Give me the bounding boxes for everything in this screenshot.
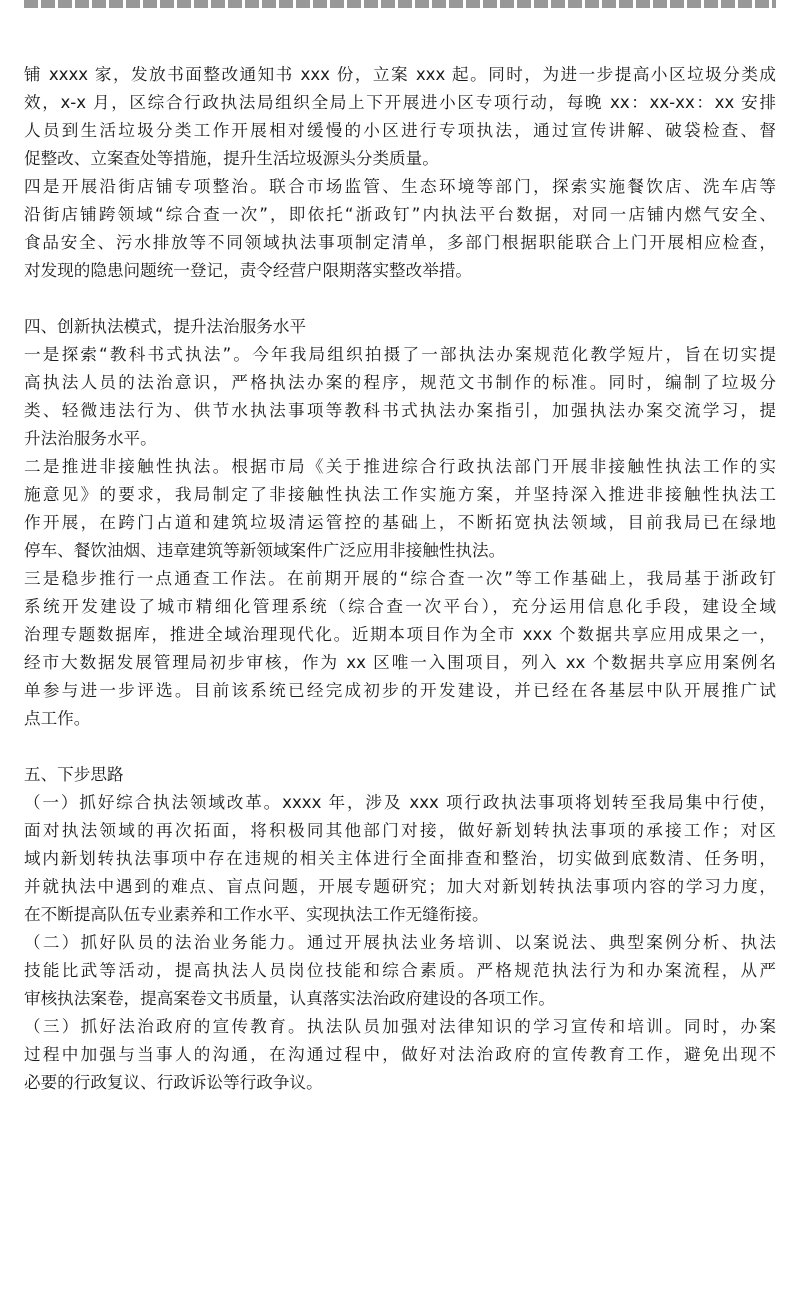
text-line: 食品安全、污水排放等不同领域执法事项制定清单，多部门根据职能联合上门开展相应检查，	[24, 233, 776, 252]
text-line: 系统开发建设了城市精细化管理系统（综合查一次平台），充分运用信息化手段，建设全域	[24, 597, 776, 616]
text-line: 面对执法领域的再次拓面，将积极同其他部门对接，做好新划转执法事项的承接工作；对区	[24, 821, 776, 840]
section-heading: 五、下步思路	[24, 765, 124, 784]
section-heading: 四、创新执法模式，提升法治服务水平	[24, 317, 307, 336]
paragraph	[24, 1013, 776, 1097]
section-gap	[24, 285, 776, 313]
text-line: 一是探索“教科书式执法”。今年我局组织拍摄了一部执法办案规范化教学短片，旨在切实提	[24, 345, 776, 364]
text-line: 对发现的隐患问题统一登记，责令经营户限期落实整改举措。	[24, 261, 473, 280]
paragraph	[24, 341, 776, 453]
text-line: 作开展，在跨门占道和建筑垃圾清运管控的基础上，不断拓宽执法领域，目前我局已在绿地	[24, 513, 776, 532]
text-line: （一）抓好综合执法领域改革。xxxx 年，涉及 xxx 项行政执法事项将划转至我局集中行使，	[24, 793, 776, 812]
text-line: 治理专题数据库，推进全域治理现代化。近期本项目作为全市 xxx 个数据共享应用成果之一，	[24, 625, 776, 644]
text-line: 停车、餐饮油烟、违章建筑等新领域案件广泛应用非接触性执法。	[24, 541, 506, 560]
text-line: 域内新划转执法事项中存在违规的相关主体进行全面排查和整治，切实做到底数清、任务明，	[24, 849, 776, 868]
text-line: 铺 xxxx 家，发放书面整改通知书 xxx 份，立案 xxx 起。同时，为进一步提高小区垃圾分类成	[24, 65, 776, 84]
paragraph	[24, 173, 776, 285]
text-line: 人员到生活垃圾分类工作开展相对缓慢的小区进行专项执法，通过宣传讲解、破袋检查、督	[24, 121, 776, 140]
cropped-previous-line	[24, 0, 776, 8]
text-line: 类、轻微违法行为、供节水执法事项等教科书式执法办案指引，加强执法办案交流学习，提	[24, 401, 776, 420]
text-line: 在不断提高队伍专业素养和工作水平、实现执法工作无缝衔接。	[24, 905, 489, 924]
text-line: 审核执法案卷，提高案卷文书质量，认真落实法治政府建设的各项工作。	[24, 989, 555, 1008]
text-line: 单参与进一步评选。目前该系统已经完成初步的开发建设，并已经在各基层中队开展推广试	[24, 681, 776, 700]
text-line: 三是稳步推行一点通查工作法。在前期开展的“综合查一次”等工作基础上，我局基于浙政钉	[24, 569, 776, 588]
text-line: 沿街店铺跨领域“综合查一次”，即依托“浙政钉”内执法平台数据，对同一店铺内燃气安全、	[24, 205, 776, 224]
text-line: 并就执法中遇到的难点、盲点问题，开展专题研究；加大对新划转执法事项内容的学习力度，	[24, 877, 776, 896]
text-line: 高执法人员的法治意识，严格执法办案的程序，规范文书制作的标准。同时，编制了垃圾分	[24, 373, 776, 392]
text-line: 经市大数据发展管理局初步审核，作为 xx 区唯一入围项目，列入 xx 个数据共享应用案例名	[24, 653, 776, 672]
text-line: 过程中加强与当事人的沟通，在沟通过程中，做好对法治政府的宣传教育工作，避免出现不	[24, 1045, 776, 1064]
text-line: 必要的行政复议、行政诉讼等行政争议。	[24, 1073, 323, 1092]
paragraph	[24, 929, 776, 1013]
paragraph	[24, 453, 776, 565]
paragraph	[24, 61, 776, 173]
text-line: 技能比武等活动，提高执法人员岗位技能和综合素质。严格规范执法行为和办案流程，从严	[24, 961, 776, 980]
text-line: 四是开展沿街店铺专项整治。联合市场监管、生态环境等部门，探索实施餐饮店、洗车店等	[24, 177, 776, 196]
text-line: 施意见》的要求，我局制定了非接触性执法工作实施方案，并坚持深入推进非接触性执法工	[24, 485, 776, 504]
text-line: 二是推进非接触性执法。根据市局《关于推进综合行政执法部门开展非接触性执法工作的实	[24, 457, 776, 476]
document-body	[24, 61, 776, 1097]
text-line: 点工作。	[24, 709, 91, 728]
text-line: 升法治服务水平。	[24, 429, 157, 448]
text-line: （二）抓好队员的法治业务能力。通过开展执法业务培训、以案说法、典型案例分析、执法	[24, 933, 776, 952]
text-line: （三）抓好法治政府的宣传教育。执法队员加强对法律知识的学习宣传和培训。同时，办案	[24, 1017, 776, 1036]
text-line: 效，x-x 月，区综合行政执法局组织全局上下开展进小区专项行动，每晚 xx：xx-xx：xx 安排	[24, 93, 776, 112]
paragraph	[24, 565, 776, 733]
text-line: 促整改、立案查处等措施，提升生活垃圾源头分类质量。	[24, 149, 439, 168]
paragraph	[24, 789, 776, 929]
section-gap	[24, 733, 776, 761]
